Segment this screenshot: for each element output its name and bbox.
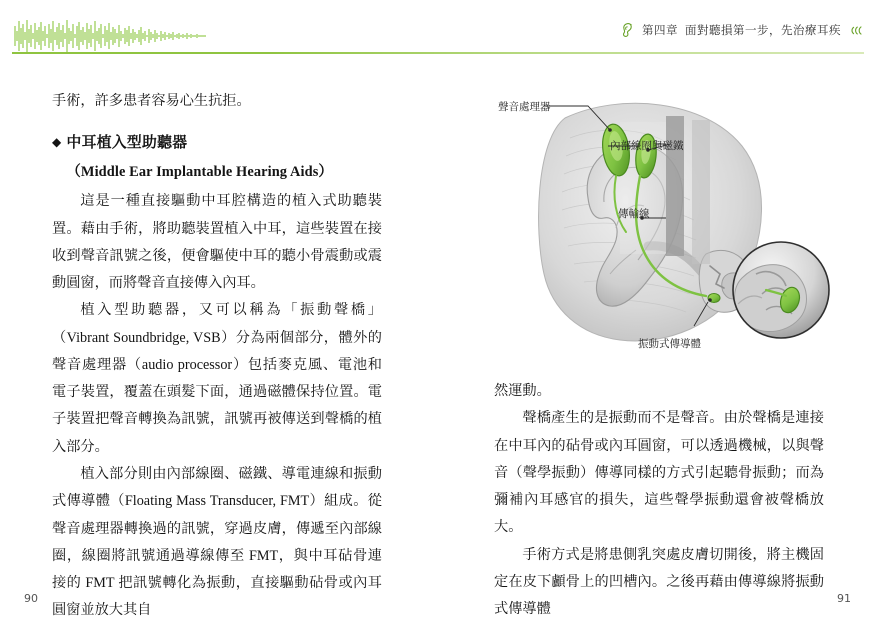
left-text-column (52, 88, 382, 621)
fmt-label: 振動式傳導體 (638, 338, 701, 350)
diamond-bullet-icon: ◆ (52, 135, 62, 150)
page-header (0, 0, 875, 66)
ear-anatomy-illustration (470, 78, 855, 368)
transmission-wire-label: 傳輸線 (618, 208, 650, 220)
page-number-left: 90 (24, 592, 38, 605)
paragraph-4: 然運動。 (494, 383, 551, 399)
chapter-title: 面對聽損第一步，先治療耳疾 (685, 23, 841, 37)
sound-processor-label: 聲音處理器 (498, 101, 551, 113)
section-heading (52, 129, 382, 157)
sound-waves-icon (848, 23, 863, 38)
internal-coil-magnet-label: 內部線圈與磁鐵 (610, 140, 684, 152)
paragraph-6: 手術方式是將患側乳突處皮膚切開後，將主機固定在皮下顱骨上的凹槽內。之後再藉由傳導線將振動式傳導體 (494, 546, 824, 618)
paragraph-1: 這是一種直接驅動中耳腔構造的植入式助聽裝置。藉由手術，將助聽裝置植入中耳，這些裝置在接收到聲音訊號之後，便會驅使中耳的聽小骨震動或震動圓窗，而將聲音直接傳入內耳。 (52, 193, 382, 292)
right-text-column (494, 378, 824, 621)
header-divider (12, 52, 864, 54)
middle-ear-implant-figure (470, 78, 855, 368)
chapter-number: 第四章 (642, 23, 678, 37)
paragraph-2: 植入型助聽器，又可以稱為「振動聲橋」（Vibrant Soundbridge, VSB）分為兩個部分，體外的聲音處理器（audio processor）包括麥克風、電池和電子裝置，覆蓋在頭髮下面，通過磁體保持位置。電子裝置把聲音轉換為訊號，訊號再被傳送到聲橋的植入部分。 (52, 302, 382, 455)
paragraph-continuation: 手術，許多患者容易心生抗拒。 (52, 93, 251, 109)
paragraph-5: 聲橋產生的是振動而不是聲音。由於聲橋是連接在中耳內的砧骨或內耳圓窗，可以透過機械，以與聲音（聲學振動）傳導同樣的方式引起聽骨振動；而為彌補內耳感官的損失，這些聲學振動還會被聲橋放大。 (494, 410, 824, 536)
header-chapter-info (619, 22, 863, 38)
section-subheading: （Middle Ear Implantable Hearing Aids） (66, 163, 333, 180)
page-number-right: 91 (837, 592, 851, 605)
ear-icon (619, 22, 635, 38)
section-heading-text: 中耳植入型助聽器 (66, 135, 188, 152)
paragraph-3: 植入部分則由內部線圈、磁鐵、導電連線和振動式傳導體（Floating Mass Transducer, FMT）組成。從聲音處理器轉換過的訊號，穿過皮膚，傳遞至內部線圈，線圈將訊號通過導線傳至 FMT，與中耳砧骨連接的 FMT 把訊號轉化為振動，直接驅動砧骨或內耳圓窗並放大其自 (52, 465, 382, 619)
audio-waveform-icon (12, 18, 260, 54)
